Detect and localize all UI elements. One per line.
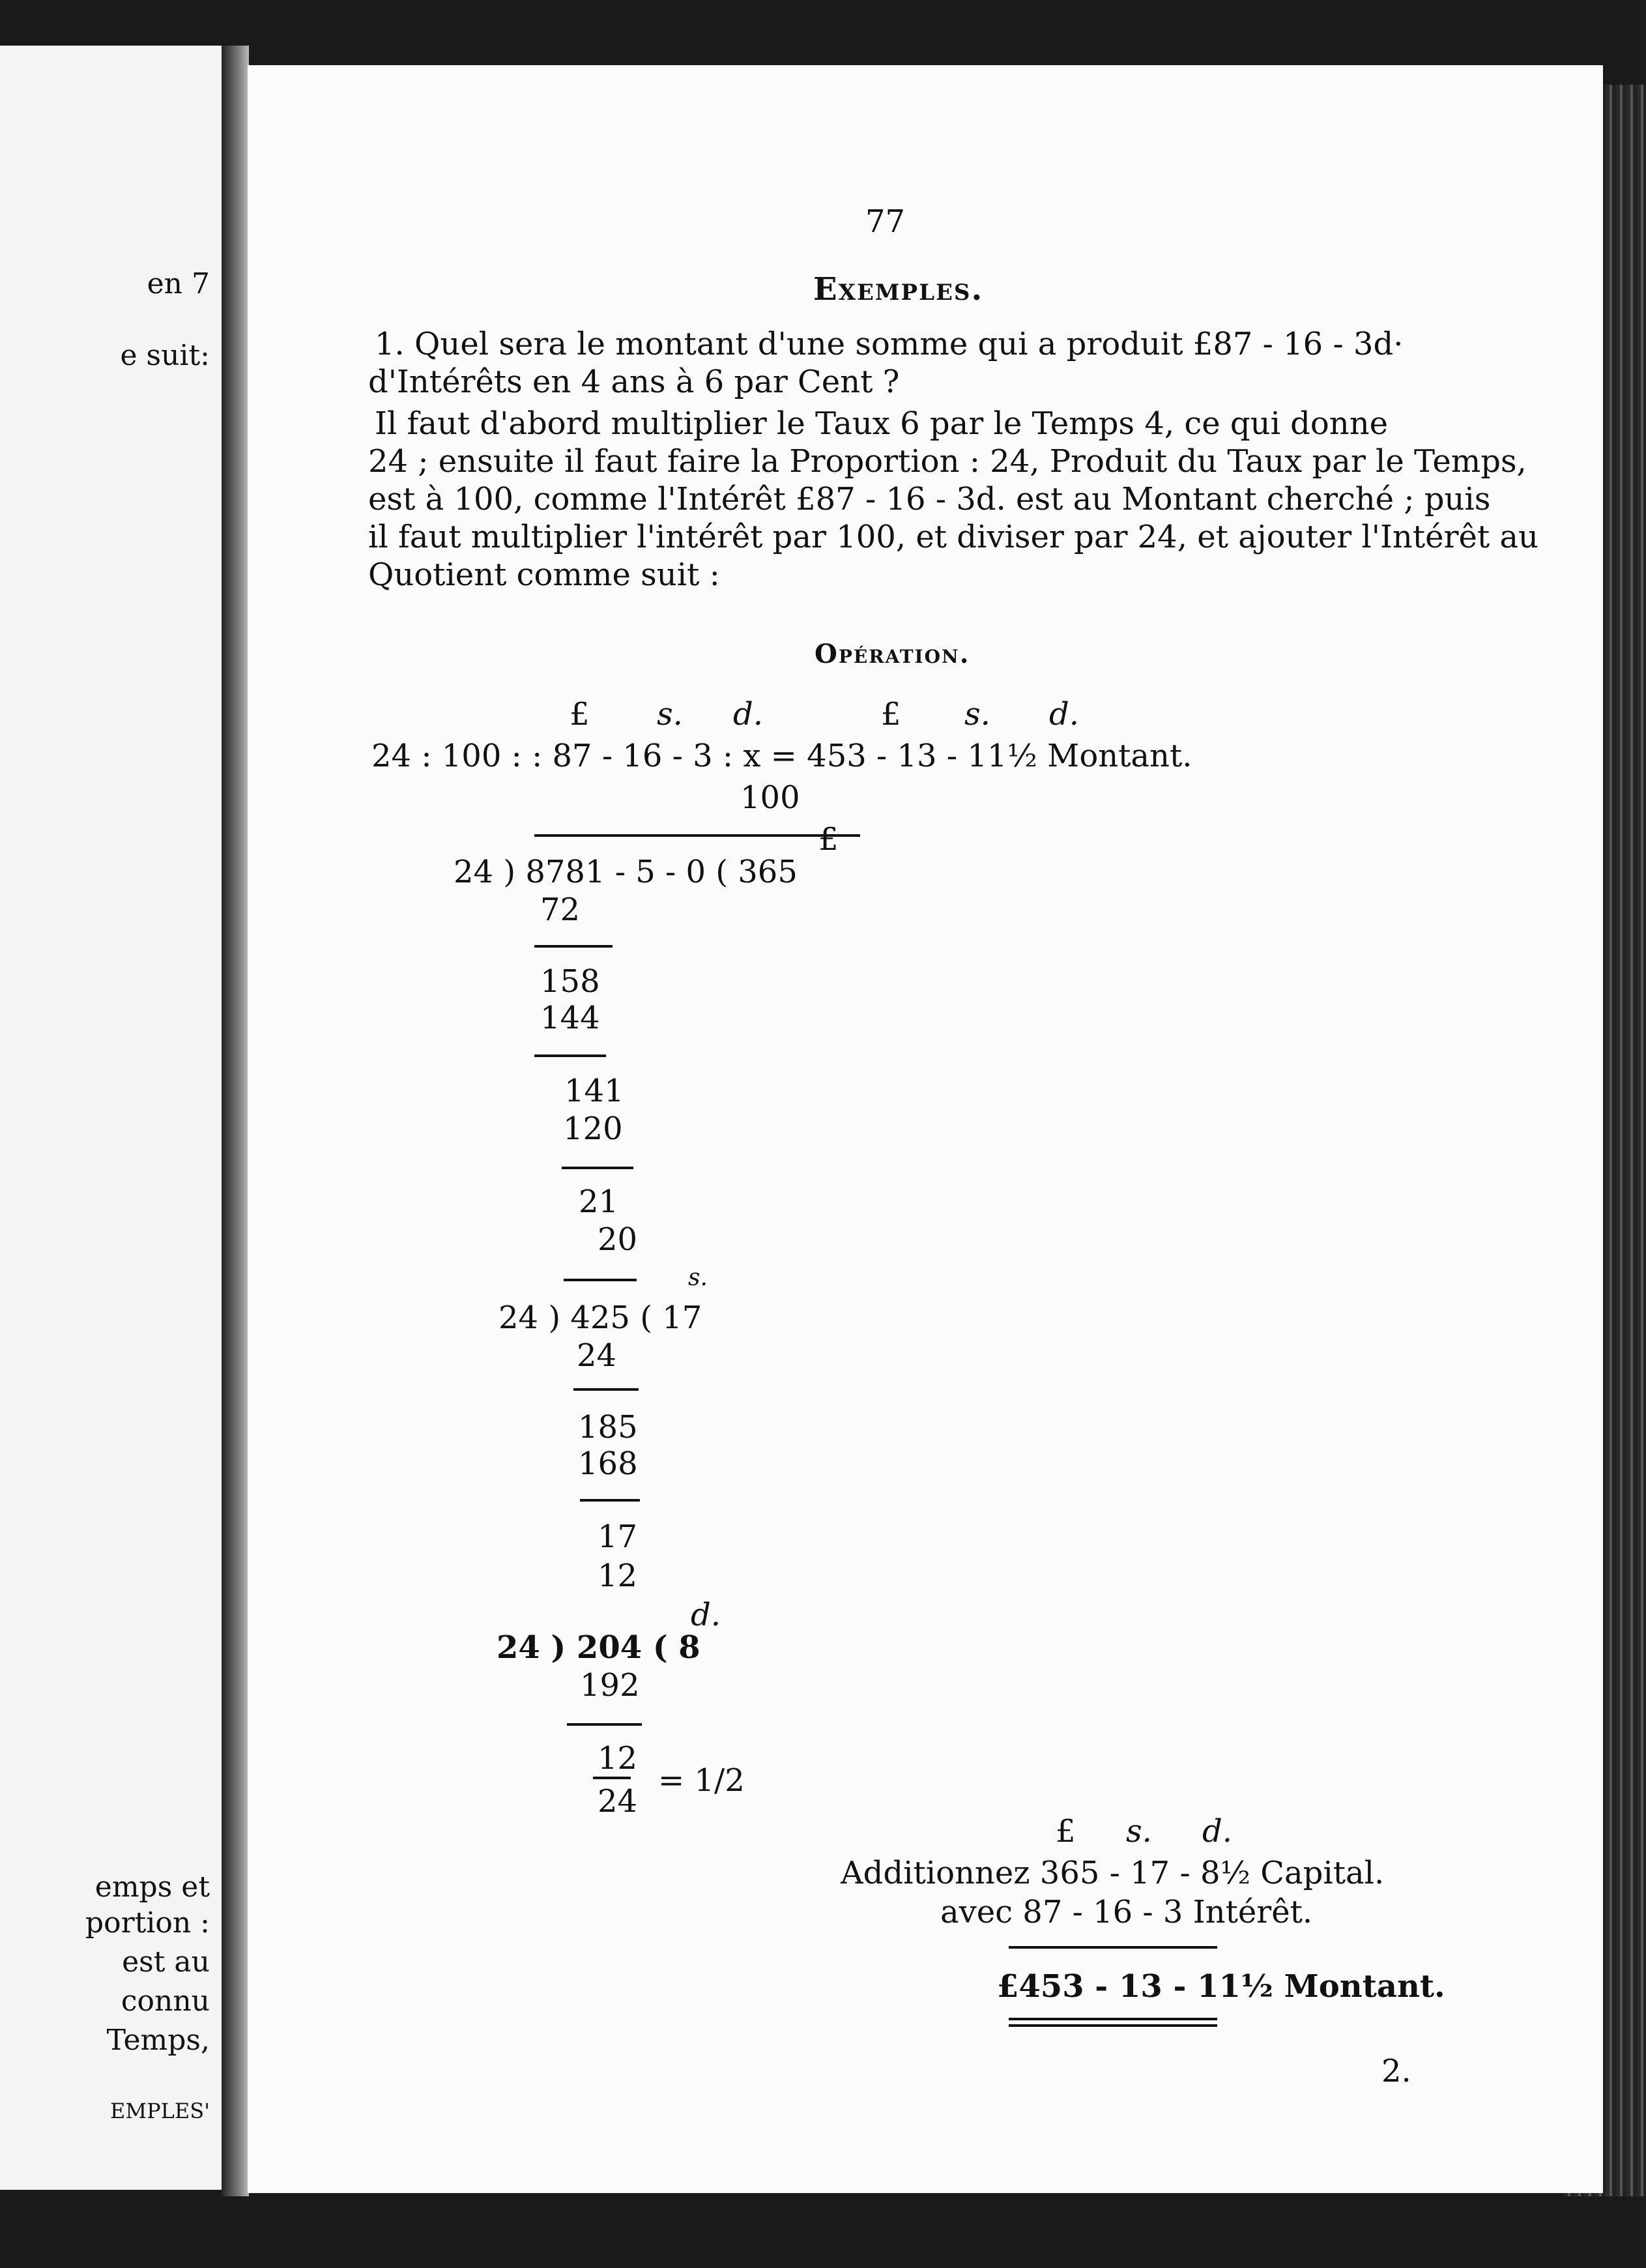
division-step: 168	[578, 1446, 638, 1482]
left-text: connu	[121, 1984, 210, 2018]
unit-shillings: s.	[688, 1264, 708, 1291]
addition-total: £453 - 13 - 11½ Montant.	[997, 1968, 1445, 2005]
unit-shillings: s.	[657, 696, 683, 733]
rule	[1009, 1946, 1217, 1949]
division-step: 192	[580, 1667, 640, 1704]
unit-pounds: £	[881, 696, 901, 733]
example-text-line: 1. Quel sera le montant d'une somme qui a produit £87 - 16 - 3d·	[375, 326, 1404, 362]
division-step: 72	[540, 892, 581, 928]
division-header: 24 ) 8781 - 5 - 0 ( 365	[454, 854, 798, 890]
catchword: 2.	[1381, 2053, 1411, 2089]
division-step: 185	[578, 1409, 638, 1446]
unit-pounds: £	[1056, 1813, 1076, 1850]
page-number: 77	[865, 203, 906, 240]
division-step: 12	[598, 1740, 638, 1777]
gutter-shadow	[222, 46, 249, 2196]
explanation-line: il faut multiplier l'intérêt par 100, et diviser par 24, et ajouter l'Intérêt au	[368, 519, 1538, 555]
unit-pence: d.	[1049, 696, 1079, 733]
left-text: en 7	[147, 267, 210, 300]
rule	[562, 1167, 633, 1169]
left-text: portion :	[85, 1906, 210, 1940]
multiplier: 100	[740, 779, 800, 816]
explanation-line: Il faut d'abord multiplier le Taux 6 par le Temps 4, ce qui donne	[375, 405, 1389, 442]
explanation-line: est à 100, comme l'Intérêt £87 - 16 - 3d. est au Montant cherché ; puis	[368, 481, 1491, 517]
unit-shillings: s.	[1126, 1813, 1152, 1850]
addition-line: Additionnez 365 - 17 - 8½ Capital.	[841, 1855, 1385, 1891]
division-step: 158	[540, 963, 600, 1000]
operation-heading: Opération.	[815, 639, 970, 669]
division-step: 21	[579, 1184, 619, 1220]
unit-pence: d.	[733, 696, 763, 733]
division-step: 24	[598, 1783, 638, 1820]
division-step: 120	[563, 1111, 623, 1147]
fraction-result: = 1/2	[658, 1762, 745, 1799]
explanation-line: 24 ; ensuite il faut faire la Proportion : 24, Produit du Taux par le Temps,	[368, 443, 1527, 480]
unit-pounds: £	[818, 821, 839, 858]
division-step: 20	[598, 1221, 638, 1258]
rule	[567, 1723, 642, 1726]
rule	[534, 1054, 606, 1057]
addition-line: avec 87 - 16 - 3 Intérêt.	[940, 1894, 1313, 1930]
left-text: est au	[122, 1945, 210, 1979]
rule	[534, 945, 613, 948]
proportion-line: 24 : 100 : : 87 - 16 - 3 : x = 453 - 13 - 11½ Montant.	[371, 738, 1192, 774]
division-step: 17	[598, 1519, 638, 1555]
division-step: 144	[540, 1000, 600, 1036]
unit-shillings: s.	[964, 696, 990, 733]
fraction-bar	[593, 1777, 631, 1779]
explanation-line: Quotient comme suit :	[368, 557, 720, 593]
left-page-fragment	[0, 46, 222, 2190]
unit-pounds: £	[570, 696, 590, 733]
rule	[534, 834, 860, 837]
rule	[580, 1499, 640, 1502]
left-text: emps et	[94, 1870, 210, 1904]
left-text: Temps,	[106, 2024, 210, 2057]
example-text-line: d'Intérêts en 4 ans à 6 par Cent ?	[368, 364, 900, 400]
left-text: EMPLES'	[110, 2099, 210, 2123]
division-step: 24	[577, 1337, 617, 1374]
rule	[1009, 2018, 1217, 2020]
rule	[1009, 2024, 1217, 2027]
division-step: 141	[564, 1073, 624, 1109]
unit-pence: d.	[691, 1597, 721, 1633]
left-text: e suit:	[120, 339, 210, 372]
book-page	[248, 65, 1603, 2193]
rule	[564, 1279, 637, 1281]
division-step: 12	[598, 1558, 638, 1594]
division-header: 24 ) 204 ( 8	[497, 1629, 700, 1666]
section-heading: Exemples.	[813, 271, 984, 308]
division-header: 24 ) 425 ( 17	[498, 1300, 702, 1336]
rule	[573, 1388, 639, 1391]
unit-pence: d.	[1202, 1813, 1232, 1850]
